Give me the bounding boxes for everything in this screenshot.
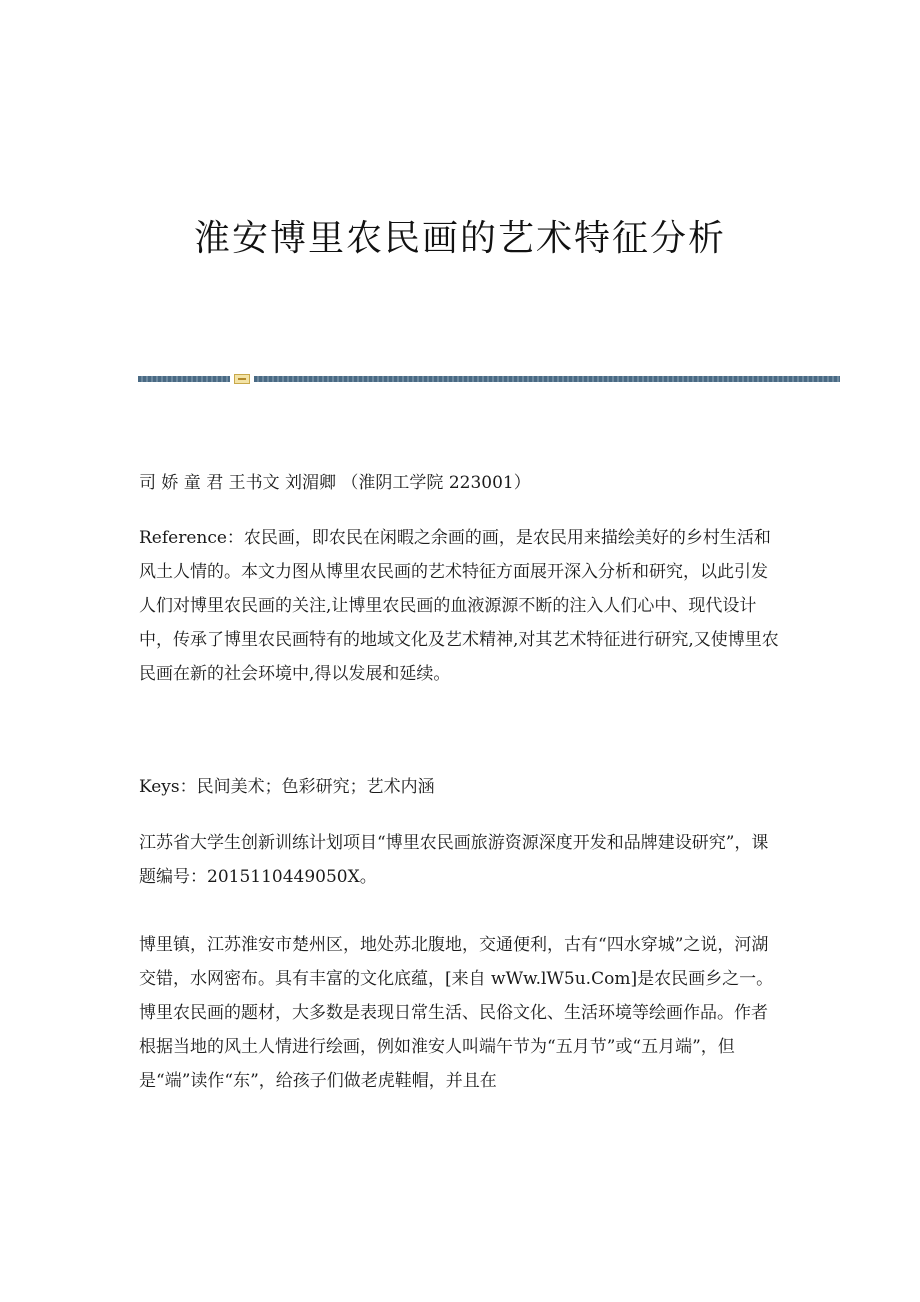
funding-note: 江苏省大学生创新训练计划项目“博里农民画旅游资源深度开发和品牌建设研究”，课题编号：2015110449050X。: [139, 833, 769, 887]
document-title: 淮安博里农民画的艺术特征分析: [193, 218, 726, 259]
abstract-paragraph: Reference：农民画，即农民在闲暇之余画的画，是农民用来描绘美好的乡村生活和风土人情的。本文力图从博里农民画的艺术特征方面展开深入分析和研究，以此引发人们对博里农民画的关注,让博里农民画的血液源源不断的注入人们心中、现代设计中，传承了博里农民画特有的地域文化及艺术精神,对其艺术特征进行研究,又使博里农民画在新的社会环境中,得以发展和延续。: [139, 528, 779, 684]
author-line: 司 娇 童 君 王书文 刘湄卿 （淮阴工学院 223001）: [139, 473, 531, 493]
divider-bar-right: [254, 376, 840, 382]
divider-bar-left: [138, 376, 230, 382]
title-divider: [138, 374, 840, 384]
body-paragraph: 博里镇，江苏淮安市楚州区，地处苏北腹地，交通便利，古有“四水穿城”之说，河湖交错，水网密布。具有丰富的文化底蕴，[来自 wWw.lW5u.Com]是农民画乡之一。博里农民画的题材，大多数是表现日常生活、民俗文化、生活环境等绘画作品。作者根据当地的风土人情进行绘画，例如淮安人叫端午节为“五月节”或“五月端”，但是“端”读作“东”，给孩子们做老虎鞋帽，并且在: [139, 935, 774, 1091]
keywords-line: Keys：民间美术；色彩研究；艺术内涵: [139, 777, 435, 797]
divider-ornament-icon: [234, 374, 250, 384]
